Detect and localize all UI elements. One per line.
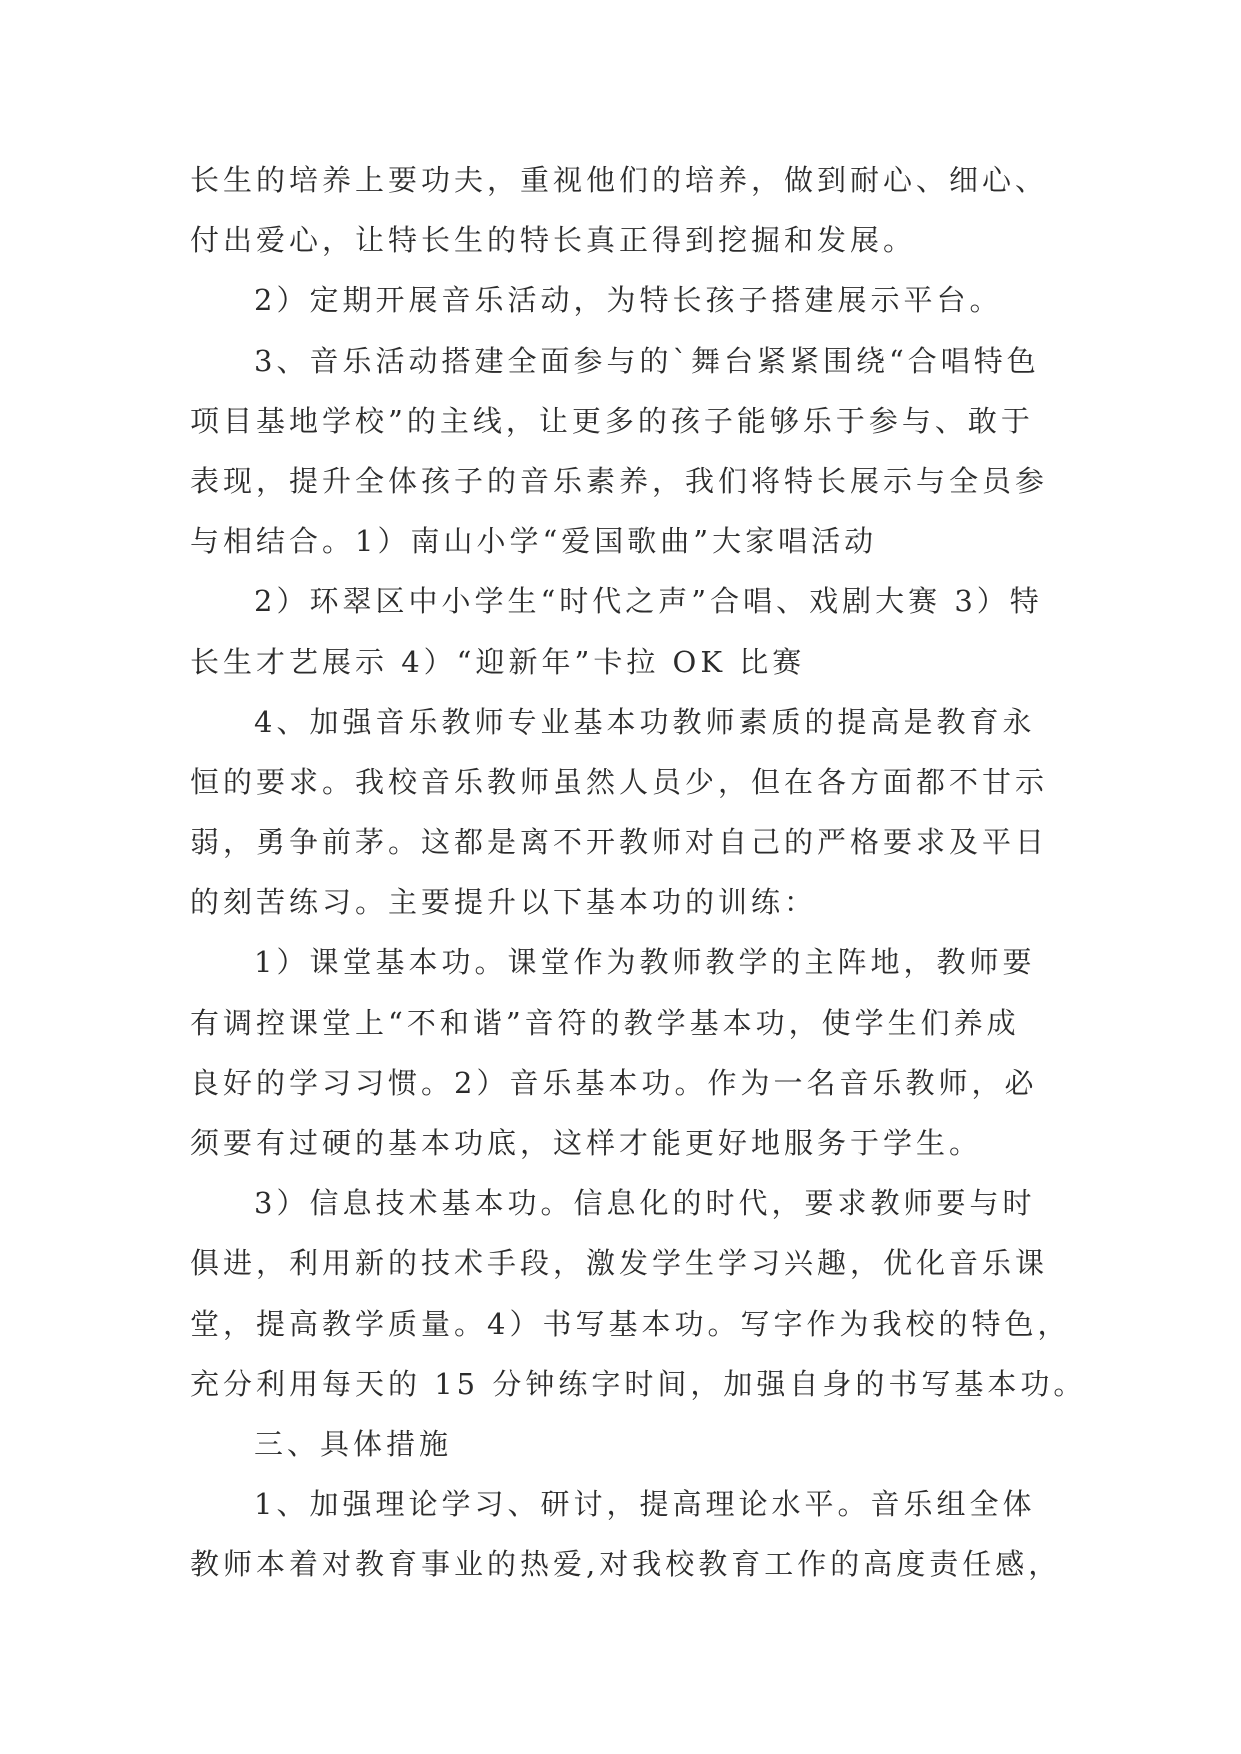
text-line: 有调控课堂上“不和谐”音符的教学基本功，使学生们养成 (190, 1005, 1020, 1040)
section-heading: 三、具体措施 (254, 1426, 453, 1461)
text-line: 3、音乐活动搭建全面参与的`舞台紧紧围绕“合唱特色 (254, 343, 1040, 378)
text-line: 与相结合。1）南山小学“爱国歌曲”大家唱活动 (190, 524, 878, 559)
text-line: 2）定期开展音乐活动，为特长孩子搭建展示平台。 (254, 283, 1003, 318)
text-line: 弱，勇争前茅。这都是离不开教师对自己的严格要求及平日 (190, 825, 1049, 860)
text-line: 3）信息技术基本功。信息化的时代，要求教师要与时 (254, 1186, 1036, 1221)
text-line: 2）环翠区中小学生“时代之声”合唱、戏剧大赛 3）特 (254, 584, 1043, 619)
text-line: 表现，提升全体孩子的音乐素养，我们将特长展示与全员参 (190, 463, 1049, 498)
text-line: 付出爱心，让特长生的特长真正得到挖掘和发展。 (190, 223, 917, 258)
text-line: 须要有过硬的基本功底，这样才能更好地服务于学生。 (190, 1126, 983, 1160)
text-line: 教师本着对教育事业的热爱,对我校教育工作的高度责任感， (190, 1547, 1062, 1582)
text-line: 1）课堂基本功。课堂作为教师教学的主阵地，教师要 (254, 945, 1036, 980)
text-line: 1、加强理论学习、研讨，提高理论水平。音乐组全体 (254, 1487, 1036, 1522)
text-line: 堂，提高教学质量。4）书写基本功。写字作为我校的特色， (190, 1306, 1071, 1341)
text-line: 长生才艺展示 4）“迎新年”卡拉 OK 比赛 (190, 644, 806, 679)
text-line: 恒的要求。我校音乐教师虽然人员少，但在各方面都不甘示 (190, 764, 1049, 799)
text-line: 4、加强音乐教师专业基本功教师素质的提高是教育永 (254, 704, 1036, 739)
text-line: 项目基地学校”的主线，让更多的孩子能够乐于参与、敢于 (190, 403, 1034, 438)
text-line: 的刻苦练习。主要提升以下基本功的训练： (190, 885, 818, 920)
body-text (190, 150, 1090, 1595)
text-line: 长生的培养上要功夫，重视他们的培养，做到耐心、细心、 (190, 163, 1049, 197)
text-line: 俱进，利用新的技术手段，激发学生学习兴趣，优化音乐课 (190, 1246, 1049, 1281)
text-line: 良好的学习习惯。2）音乐基本功。作为一名音乐教师，必 (190, 1065, 1038, 1100)
text-line: 充分利用每天的 15 分钟练字时间，加强自身的书写基本功。 (190, 1366, 1087, 1401)
